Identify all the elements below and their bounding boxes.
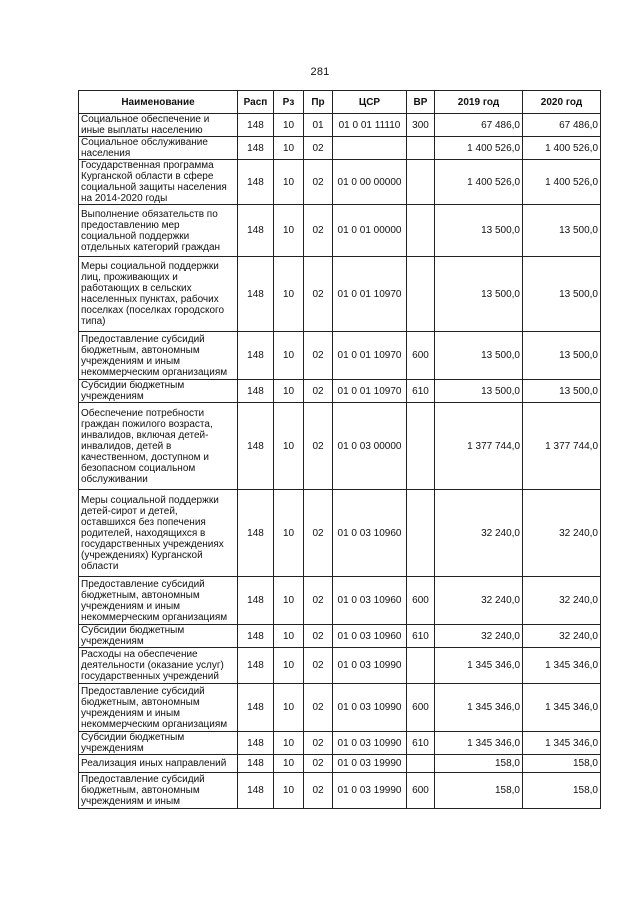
- cell-vr: [407, 403, 435, 490]
- cell-rz: 10: [274, 114, 304, 137]
- cell-vr: [407, 205, 435, 257]
- cell-vr: [407, 490, 435, 577]
- cell-2020: 13 500,0: [523, 205, 601, 257]
- cell-vr: [407, 160, 435, 205]
- cell-rz: 10: [274, 755, 304, 773]
- cell-2019: 32 240,0: [435, 490, 523, 577]
- cell-2019: 67 486,0: [435, 114, 523, 137]
- cell-rz: 10: [274, 137, 304, 160]
- cell-2019: 158,0: [435, 755, 523, 773]
- cell-2020: 158,0: [523, 755, 601, 773]
- cell-2020: 13 500,0: [523, 257, 601, 332]
- cell-csr: 01 0 03 10960: [333, 625, 407, 648]
- header-csr: ЦСР: [333, 91, 407, 114]
- table-header: [79, 91, 601, 114]
- cell-csr: 01 0 03 10960: [333, 577, 407, 625]
- cell-pr: 02: [304, 137, 333, 160]
- header-rz: Рз: [274, 91, 304, 114]
- cell-csr: [333, 137, 407, 160]
- cell-2020: 158,0: [523, 773, 601, 809]
- cell-2020: 32 240,0: [523, 490, 601, 577]
- table-row: [79, 332, 601, 380]
- cell-rasp: 148: [238, 160, 274, 205]
- cell-2020: 1 377 744,0: [523, 403, 601, 490]
- header-2019: 2019 год: [435, 91, 523, 114]
- cell-rz: 10: [274, 732, 304, 755]
- cell-pr: 02: [304, 773, 333, 809]
- cell-2020: 1 345 346,0: [523, 648, 601, 684]
- cell-rz: 10: [274, 205, 304, 257]
- table-row: [79, 684, 601, 732]
- cell-csr: 01 0 03 19990: [333, 755, 407, 773]
- cell-rz: 10: [274, 577, 304, 625]
- cell-csr: 01 0 01 00000: [333, 205, 407, 257]
- cell-2020: 13 500,0: [523, 380, 601, 403]
- cell-name: Социальное обслуживание населения: [79, 137, 238, 160]
- cell-rasp: 148: [238, 755, 274, 773]
- cell-rasp: 148: [238, 403, 274, 490]
- page-number: 281: [310, 66, 330, 78]
- table-body: [79, 114, 601, 809]
- cell-name: Социальное обеспечение и иные выплаты населению: [79, 114, 238, 137]
- table-row: [79, 490, 601, 577]
- cell-vr: 300: [407, 114, 435, 137]
- cell-2019: 32 240,0: [435, 625, 523, 648]
- cell-2019: 32 240,0: [435, 577, 523, 625]
- cell-pr: 02: [304, 257, 333, 332]
- cell-pr: 01: [304, 114, 333, 137]
- cell-rasp: 148: [238, 625, 274, 648]
- table-row: [79, 257, 601, 332]
- cell-2019: 1 400 526,0: [435, 160, 523, 205]
- cell-csr: 01 0 03 19990: [333, 773, 407, 809]
- cell-name: Предоставление субсидий бюджетным, автономным учреждениям и иным некоммерческим организациям: [79, 577, 238, 625]
- cell-2020: 1 400 526,0: [523, 160, 601, 205]
- cell-pr: 02: [304, 577, 333, 625]
- cell-rasp: 148: [238, 114, 274, 137]
- cell-pr: 02: [304, 380, 333, 403]
- cell-name: Расходы на обеспечение деятельности (оказание услуг) государственных учреждений: [79, 648, 238, 684]
- cell-csr: 01 0 01 10970: [333, 257, 407, 332]
- cell-2020: 1 345 346,0: [523, 732, 601, 755]
- cell-csr: 01 0 03 10960: [333, 490, 407, 577]
- header-row: [79, 91, 601, 114]
- cell-name: Выполнение обязательств по предоставлению мер социальной поддержки отдельных категорий граждан: [79, 205, 238, 257]
- cell-2019: 158,0: [435, 773, 523, 809]
- cell-name: Государственная программа Курганской области в сфере социальной защиты населения на 2014-2020 годы: [79, 160, 238, 205]
- table-row: [79, 403, 601, 490]
- cell-2020: 67 486,0: [523, 114, 601, 137]
- cell-vr: [407, 755, 435, 773]
- cell-2020: 13 500,0: [523, 332, 601, 380]
- cell-rasp: 148: [238, 332, 274, 380]
- cell-vr: 610: [407, 625, 435, 648]
- cell-csr: 01 0 03 10990: [333, 648, 407, 684]
- cell-rasp: 148: [238, 648, 274, 684]
- cell-name: Меры социальной поддержки детей-сирот и детей, оставшихся без попечения родителей, находящихся в государственных учреждениях (учреждениях) Курганской области: [79, 490, 238, 577]
- cell-name: Субсидии бюджетным учреждениям: [79, 625, 238, 648]
- cell-2019: 13 500,0: [435, 257, 523, 332]
- cell-rasp: 148: [238, 380, 274, 403]
- header-vr: ВР: [407, 91, 435, 114]
- header-name: Наименование: [79, 91, 238, 114]
- header-rasp: Расп: [238, 91, 274, 114]
- table-row: [79, 114, 601, 137]
- cell-rz: 10: [274, 160, 304, 205]
- cell-vr: 600: [407, 332, 435, 380]
- cell-vr: 610: [407, 380, 435, 403]
- cell-rasp: 148: [238, 137, 274, 160]
- cell-name: Субсидии бюджетным учреждениям: [79, 732, 238, 755]
- cell-pr: 02: [304, 648, 333, 684]
- cell-2019: 13 500,0: [435, 332, 523, 380]
- cell-pr: 02: [304, 755, 333, 773]
- cell-rz: 10: [274, 773, 304, 809]
- cell-2019: 13 500,0: [435, 205, 523, 257]
- cell-rasp: 148: [238, 577, 274, 625]
- cell-rz: 10: [274, 490, 304, 577]
- cell-pr: 02: [304, 403, 333, 490]
- cell-csr: 01 0 01 10970: [333, 332, 407, 380]
- cell-name: Меры социальной поддержки лиц, проживающих и работающих в сельских населенных пунктах, рабочих поселках (поселках городского типа): [79, 257, 238, 332]
- cell-rz: 10: [274, 332, 304, 380]
- cell-rasp: 148: [238, 732, 274, 755]
- cell-pr: 02: [304, 160, 333, 205]
- cell-2019: 1 345 346,0: [435, 684, 523, 732]
- cell-vr: 600: [407, 577, 435, 625]
- cell-2019: 1 377 744,0: [435, 403, 523, 490]
- cell-csr: 01 0 01 10970: [333, 380, 407, 403]
- cell-name: Предоставление субсидий бюджетным, автономным учреждениям и иным некоммерческим организациям: [79, 684, 238, 732]
- cell-vr: [407, 137, 435, 160]
- cell-name: Субсидии бюджетным учреждениям: [79, 380, 238, 403]
- cell-2019: 13 500,0: [435, 380, 523, 403]
- cell-csr: 01 0 03 10990: [333, 684, 407, 732]
- cell-name: Обеспечение потребности граждан пожилого возраста, инвалидов, включая детей-инвалидов, детей в качественном, доступном и безопасном социальном обслуживании: [79, 403, 238, 490]
- cell-csr: 01 0 00 00000: [333, 160, 407, 205]
- table-row: [79, 648, 601, 684]
- table-row: [79, 160, 601, 205]
- cell-rasp: 148: [238, 773, 274, 809]
- table-row: [79, 773, 601, 809]
- cell-2019: 1 345 346,0: [435, 648, 523, 684]
- cell-name: Предоставление субсидий бюджетным, автономным учреждениям и иным некоммерческим организациям: [79, 332, 238, 380]
- cell-pr: 02: [304, 332, 333, 380]
- cell-rasp: 148: [238, 684, 274, 732]
- cell-rasp: 148: [238, 205, 274, 257]
- cell-pr: 02: [304, 625, 333, 648]
- table-row: [79, 577, 601, 625]
- cell-vr: 600: [407, 773, 435, 809]
- cell-rz: 10: [274, 625, 304, 648]
- cell-2020: 1 345 346,0: [523, 684, 601, 732]
- header-pr: Пр: [304, 91, 333, 114]
- table-row: [79, 625, 601, 648]
- cell-rasp: 148: [238, 257, 274, 332]
- header-2020: 2020 год: [523, 91, 601, 114]
- cell-csr: 01 0 03 00000: [333, 403, 407, 490]
- cell-rz: 10: [274, 380, 304, 403]
- cell-2020: 32 240,0: [523, 577, 601, 625]
- table-row: [79, 205, 601, 257]
- cell-name: Предоставление субсидий бюджетным, автономным учреждениям и иным: [79, 773, 238, 809]
- table-row: [79, 755, 601, 773]
- cell-vr: [407, 648, 435, 684]
- cell-2019: 1 345 346,0: [435, 732, 523, 755]
- budget-table: [78, 90, 601, 809]
- cell-csr: 01 0 01 11110: [333, 114, 407, 137]
- cell-pr: 02: [304, 490, 333, 577]
- cell-2020: 32 240,0: [523, 625, 601, 648]
- cell-csr: 01 0 03 10990: [333, 732, 407, 755]
- table-row: [79, 137, 601, 160]
- cell-vr: [407, 257, 435, 332]
- cell-name: Реализация иных направлений: [79, 755, 238, 773]
- cell-2020: 1 400 526,0: [523, 137, 601, 160]
- cell-pr: 02: [304, 732, 333, 755]
- cell-rz: 10: [274, 684, 304, 732]
- cell-rz: 10: [274, 648, 304, 684]
- cell-rz: 10: [274, 257, 304, 332]
- cell-vr: 600: [407, 684, 435, 732]
- cell-2019: 1 400 526,0: [435, 137, 523, 160]
- table-row: [79, 380, 601, 403]
- cell-rz: 10: [274, 403, 304, 490]
- cell-pr: 02: [304, 205, 333, 257]
- cell-pr: 02: [304, 684, 333, 732]
- table-row: [79, 732, 601, 755]
- cell-vr: 610: [407, 732, 435, 755]
- cell-rasp: 148: [238, 490, 274, 577]
